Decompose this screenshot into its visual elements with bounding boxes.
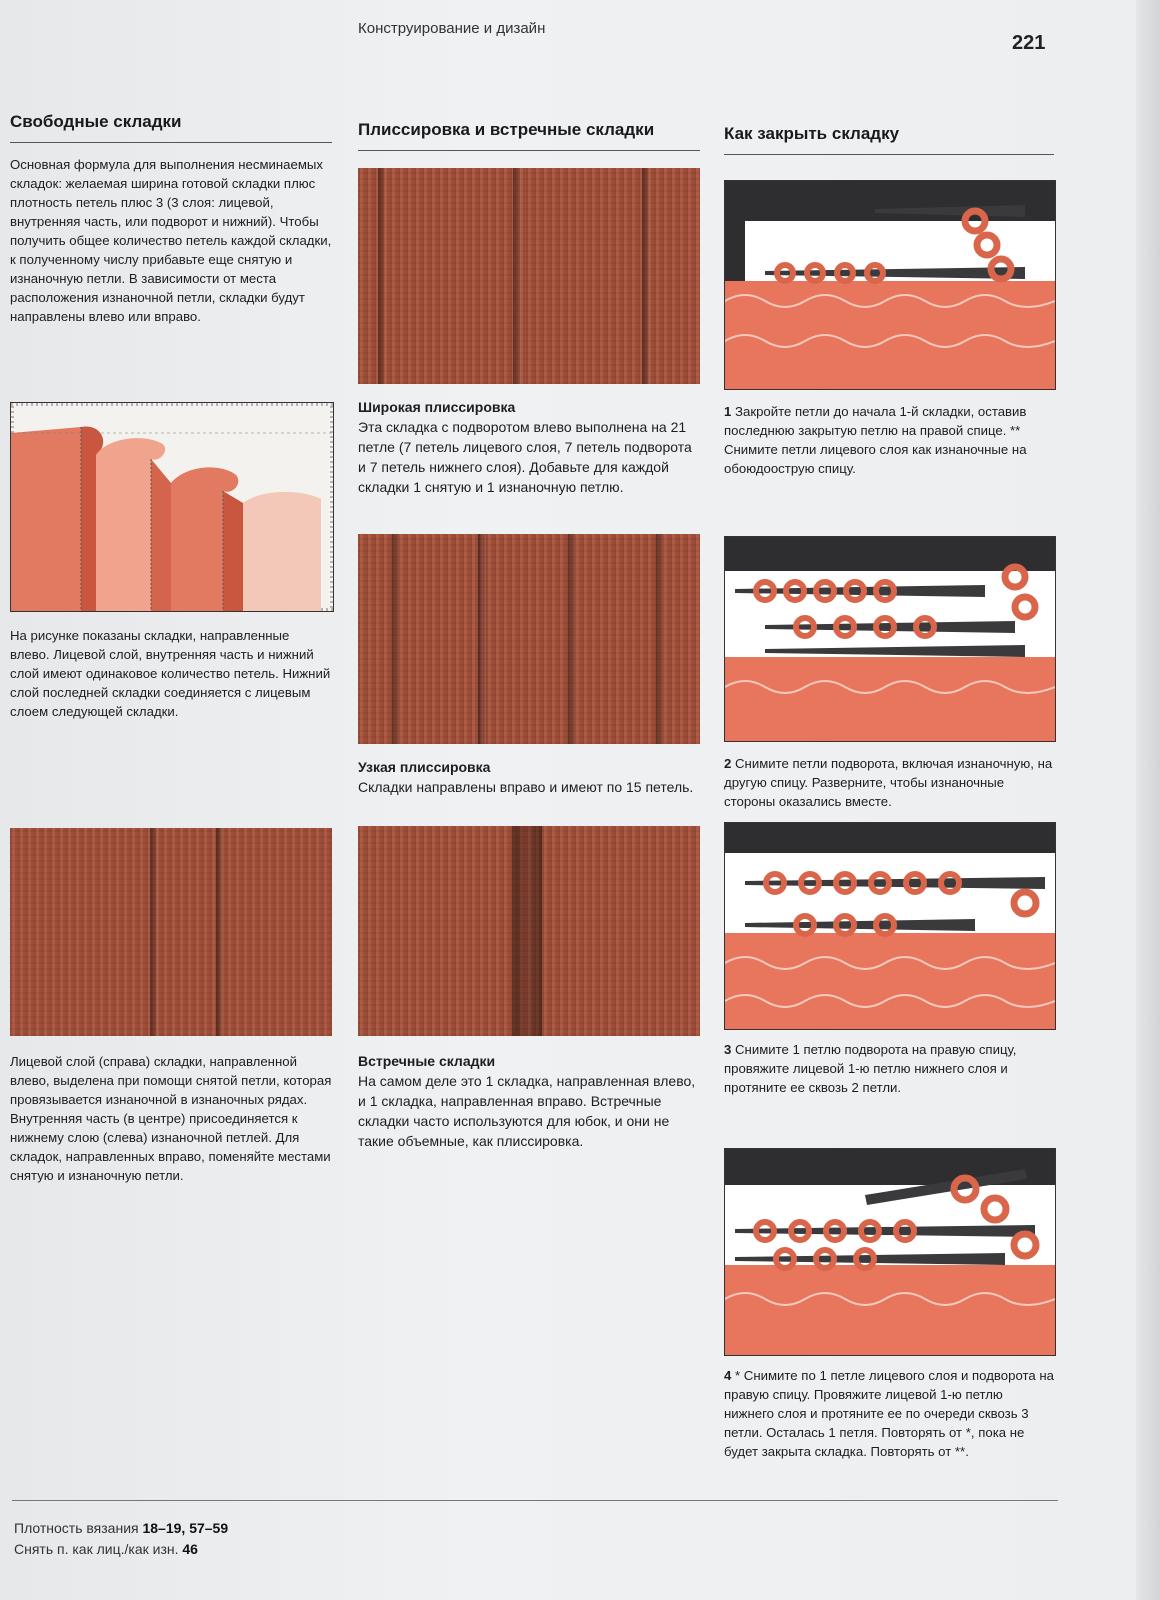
wide-pleating-title: Широкая плиссировка — [358, 399, 516, 415]
step-number: 1 — [724, 404, 732, 419]
crossref-label: Плотность вязания — [14, 1520, 139, 1536]
step-text: Снимите 1 петлю подворота на правую спицу, провяжите лицевой 1-ю петлю нижнего слоя и протяните ее сквозь 2 петли. — [724, 1042, 1017, 1095]
pleating-heading: Плиссировка и встречные складки — [358, 120, 655, 139]
pleat-fold-line — [392, 534, 400, 744]
left-pleat-caption: Лицевой слой (справа) складки, направленной влево, выделена при помощи снятой петли, которая провязывается изнаночной в изнаночных рядах. Внутренняя часть (в центре) присоединяется к нижнему слою (слева) изнаночной петлей. Для складок, направленных вправо, поменяйте местами снятую и изнаночную петли. — [10, 1054, 332, 1183]
narrow-pleating-block — [358, 758, 700, 797]
running-header: Конструирование и дизайн — [358, 20, 546, 37]
pleat-fold-line — [216, 828, 224, 1036]
page-spine-shadow — [1136, 0, 1160, 1600]
pleat-fold-line — [568, 534, 576, 744]
left-pleat-knit-photo — [10, 828, 332, 1036]
column-free-pleats — [10, 112, 332, 326]
step-3 — [724, 1040, 1054, 1097]
step-number: 4 — [724, 1368, 732, 1383]
free-pleats-intro: Основная формула для выполнения несминаемых складок: желаемая ширина готовой складки плюс плотность петель плюс 3 (3 слоя: лицевой, внутренняя часть, или подворот и нижний). Чтобы получить общее количество петель каждой складки, к полученному числу прибавьте еще снятую и изнаночную петли. В зависимости от места расположения изнаночной петли, складки будут направлены влево или вправо. — [10, 157, 332, 324]
pleat-fold-line — [642, 168, 650, 384]
pleat-fold-line — [513, 168, 521, 384]
crossref-pages: 46 — [182, 1541, 198, 1557]
box-pleat-knit-photo — [358, 826, 700, 1036]
step-4 — [724, 1366, 1054, 1461]
box-pleat-block — [358, 1052, 700, 1151]
wide-pleating-text: Эта складка с подворотом влево выполнена на 21 петле (7 петель лицевого слоя, 7 петель подворота и 7 петель нижнего слоя). Добавьте для каждой складки 1 снятую и 1 изнаночную петлю. — [358, 419, 692, 495]
column-pleating — [358, 120, 700, 151]
step-1 — [724, 402, 1054, 478]
wide-pleating-knit-photo — [358, 168, 700, 384]
pleat-fold-line — [150, 828, 158, 1036]
heading-rule — [358, 150, 700, 151]
caption-pleat-layers — [10, 626, 332, 721]
pleat-layers-illustration — [10, 402, 334, 612]
pleat-fold-line — [378, 168, 386, 384]
pleat-layers-caption: На рисунке показаны складки, направленные влево. Лицевой слой, внутренняя часть и нижний слой имеют одинаковое количество петель. Нижний слой последней складки соединяется с лицевым слоем следующей складки. — [10, 628, 331, 719]
step-2-illustration — [724, 536, 1056, 742]
box-pleat-title: Встречные складки — [358, 1053, 496, 1069]
free-pleats-heading: Свободные складки — [10, 112, 182, 131]
step-number: 3 — [724, 1042, 732, 1057]
footer-crossref-slip — [14, 1541, 198, 1557]
caption-left-pleat — [10, 1052, 332, 1185]
step-2 — [724, 754, 1054, 811]
wide-pleating-block — [358, 398, 700, 497]
heading-rule — [724, 154, 1054, 155]
step-text: Снимите петли подворота, включая изнаночную, на другую спицу. Разверните, чтобы изнаночные стороны оказались вместе. — [724, 756, 1053, 809]
heading-rule — [10, 142, 332, 143]
crossref-label: Снять п. как лиц./как изн. — [14, 1541, 179, 1557]
step-text: * Снимите по 1 петле лицевого слоя и подворота на правую спицу. Провяжите лицевой 1-ю петлю нижнего слоя и протяните ее по очереди сквозь 3 петли. Осталась 1 петля. Повторять от *, пока не будет закрыта складка. Повторять от **. — [724, 1368, 1054, 1459]
footer-crossref-gauge — [14, 1520, 228, 1536]
box-pleat-text: На самом деле это 1 складка, направленная влево, и 1 складка, направленная вправо. Встречные складки часто используются для юбок, и они не такие объемные, как плиссировка. — [358, 1073, 696, 1149]
step-text: Закройте петли до начала 1-й складки, оставив последнюю закрытую петлю на правой спице. ** Снимите петли лицевого слоя как изнаночные на обоюдоострую спицу. — [724, 404, 1027, 476]
column-close-pleat — [724, 124, 1054, 155]
footer-rule — [12, 1500, 1058, 1501]
box-pleat-center — [512, 826, 542, 1036]
pleat-fold-line — [656, 534, 664, 744]
step-number: 2 — [724, 756, 732, 771]
step-1-illustration — [724, 180, 1056, 390]
step-4-illustration — [724, 1148, 1056, 1356]
page-number: 221 — [1012, 32, 1046, 54]
crossref-pages: 18–19, 57–59 — [142, 1520, 229, 1536]
narrow-pleating-text: Складки направлены вправо и имеют по 15 петель. — [358, 779, 694, 795]
close-pleat-heading: Как закрыть складку — [724, 124, 900, 143]
step-3-illustration — [724, 822, 1056, 1030]
narrow-pleating-knit-photo — [358, 534, 700, 744]
pleat-fold-line — [478, 534, 486, 744]
narrow-pleating-title: Узкая плиссировка — [358, 759, 491, 775]
